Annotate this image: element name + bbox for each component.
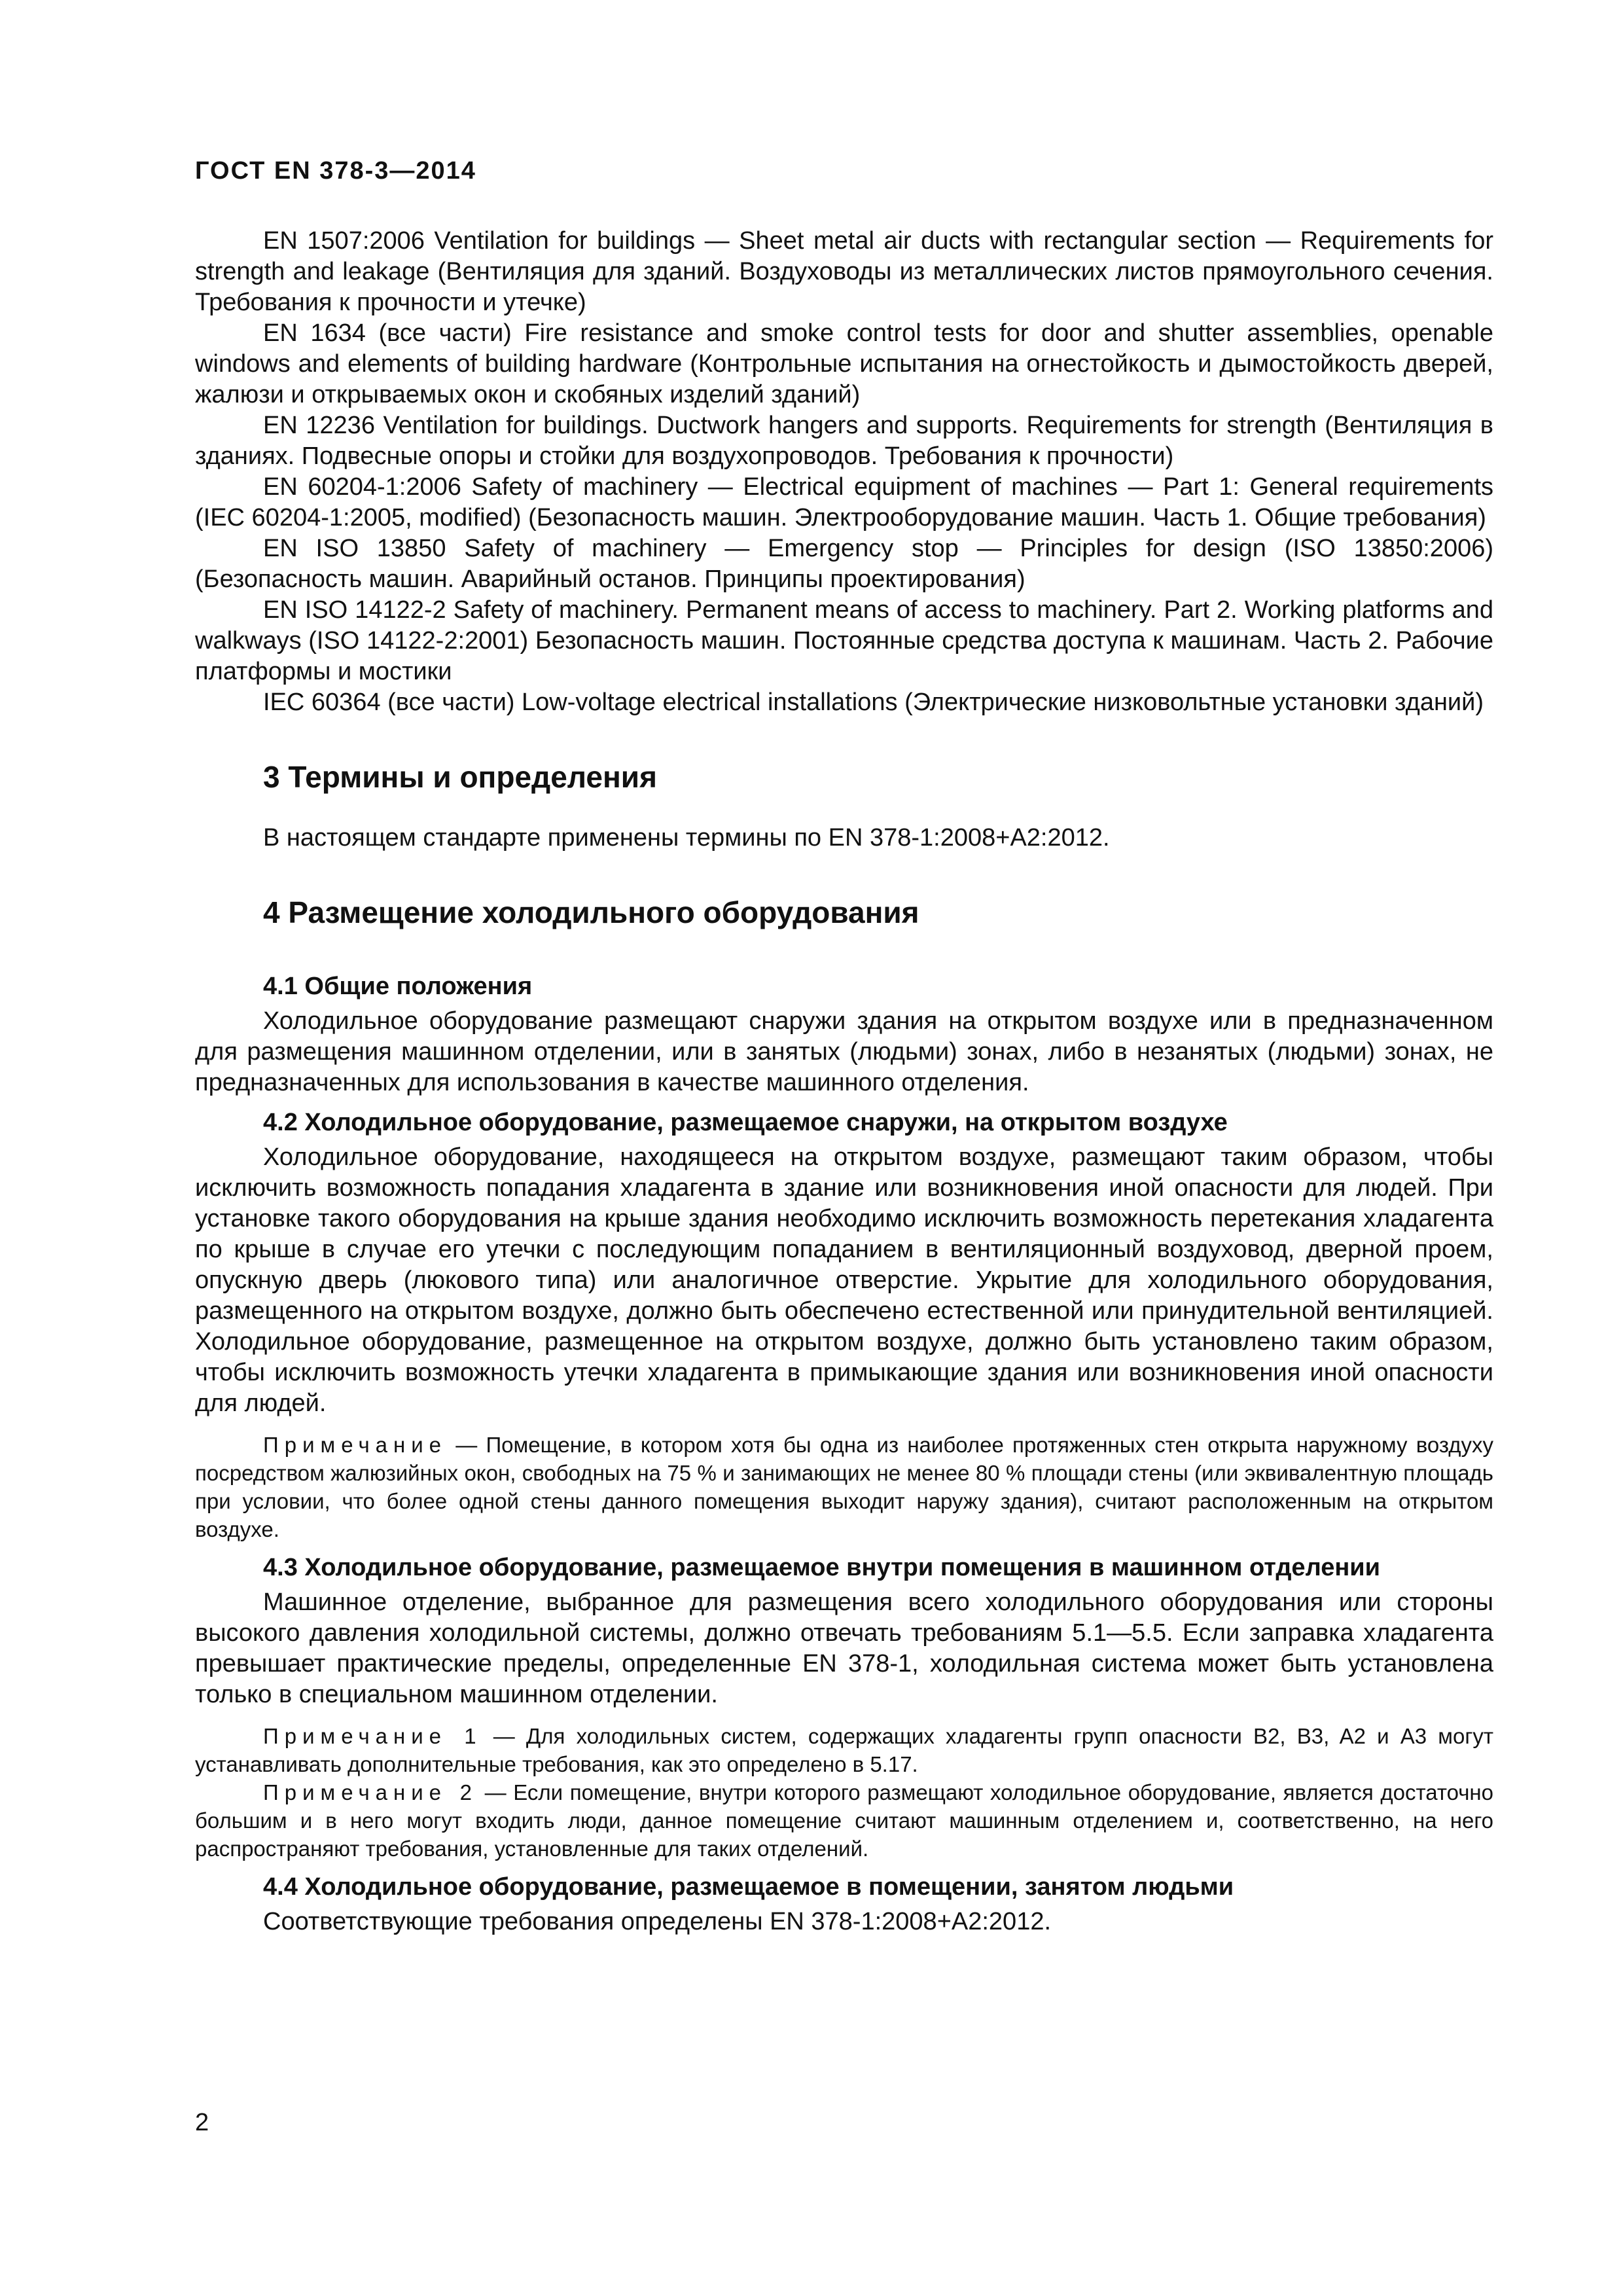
- reference-item: EN ISO 13850 Safety of machinery — Emergency stop — Principles for design (ISO 13850:2006) (Безопасность машин. Аварийный останов. Принципы проектирования): [195, 535, 1493, 593]
- reference-item: EN 1634 (все части) Fire resistance and smoke control tests for door and shutter assemblies, openable windows and elements of building hardware (Контрольные испытания на огнестойкость и дымостойкость дверей, жалюзи и открываемых окон и скобяных изделий зданий): [195, 319, 1493, 408]
- section-3-heading: 3 Термины и определения: [263, 760, 657, 794]
- section-4-heading: 4 Размещение холодильного оборудования: [263, 895, 919, 929]
- reference-item: EN 1507:2006 Ventilation for buildings — Sheet metal air ducts with rectangular section — Requirements for strength and leakage (Вентиляция для зданий. Воздуховоды из металлических листов прямоугольного сечения. Требования к прочности и утечке): [195, 227, 1493, 316]
- note-label: Примечание: [263, 1433, 448, 1457]
- page-content: [195, 226, 1493, 1937]
- section-3-text: В настоящем стандарте применены термины по EN 378-1:2008+A2:2012.: [263, 824, 1110, 852]
- reference-item: EN 60204-1:2006 Safety of machinery — Electrical equipment of machines — Part 1: General requirements (IEC 60204-1:2005, modified) (Безопасность машин. Электрооборудование машин. Часть 1. Общие требования): [195, 473, 1493, 531]
- page-number: 2: [195, 2109, 209, 2136]
- note-text: — Помещение, в котором хотя бы одна из наиболее протяженных стен открыта наружному воздуху посредством жалюзийных окон, свободных на 75 % и занимающих не менее 80 % площади стены (или эквивалентную площадь при условии, что более одной стены данного помещения выходит наружу здания), считают расположенным на открытом воздухе.: [195, 1433, 1493, 1541]
- reference-item: EN 12236 Ventilation for buildings. Ductwork hangers and supports. Requirements for strength (Вентиляция в зданиях. Подвесные опоры и стойки для воздухопроводов. Требования к прочности): [195, 412, 1493, 470]
- reference-item: EN ISO 14122-2 Safety of machinery. Permanent means of access to machinery. Part 2. Working platforms and walkways (ISO 14122-2:2001) Безопасность машин. Постоянные средства доступа к машинам. Часть 2. Рабочие платформы и мостики: [195, 596, 1493, 685]
- document-header: ГОСТ EN 378-3—2014: [195, 157, 476, 185]
- note-text: — Для холодильных систем, содержащих хладагенты групп опасности B2, B3, A2 и A3 могут устанавливать дополнительные требования, как это определено в 5.17.: [195, 1724, 1493, 1776]
- section-4-1-text: Холодильное оборудование размещают снаружи здания на открытом воздухе или в предназначенном для размещения машинном отделении, или в занятых (людьми) зонах, либо в незанятых (людьми) зонах, не предназначенных для использования в качестве машинного отделения.: [195, 1007, 1493, 1096]
- section-4-4-heading: 4.4 Холодильное оборудование, размещаемое в помещении, занятом людьми: [263, 1873, 1234, 1901]
- section-4-3-note-1: [195, 1722, 1493, 1778]
- section-4-3-text: Машинное отделение, выбранное для размещения всего холодильного оборудования или стороны высокого давления холодильной системы, должно отвечать требованиям 5.1—5.5. Если заправка хладагента превышает практические пределы, определенные EN 378-1, холодильная система может быть установлена только в специальном машинном отделении.: [195, 1588, 1493, 1708]
- section-4-4-text: Соответствующие требования определены EN 378-1:2008+A2:2012.: [263, 1908, 1052, 1935]
- note-label: Примечание 2: [263, 1780, 478, 1804]
- note-text: — Если помещение, внутри которого размещают холодильное оборудование, является достаточно большим и в него могут входить люди, данное помещение считают машинным отделением и, соответственно, на него распространяют требования, установленные для таких отделений.: [195, 1780, 1494, 1861]
- section-4-3-heading: 4.3 Холодильное оборудование, размещаемое внутри помещения в машинном отделении: [263, 1554, 1381, 1581]
- section-4-3-note-2: [195, 1778, 1493, 1863]
- normative-references-list: [195, 226, 1493, 718]
- section-4-2-heading: 4.2 Холодильное оборудование, размещаемое снаружи, на открытом воздухе: [263, 1109, 1228, 1136]
- section-4-1-heading: 4.1 Общие положения: [263, 973, 533, 1000]
- section-4-2-note: [195, 1431, 1493, 1543]
- section-4-2-text: Холодильное оборудование, находящееся на открытом воздухе, размещают таким образом, чтобы исключить возможность попадания хладагента в здание или возникновения иной опасности для людей. При установке такого оборудования на крыше здания необходимо исключить возможность перетекания хладагента по крыше в случае его утечки с последующим попаданием в вентиляционный воздуховод, дверной проем, опускную дверь (люкового типа) или аналогичное отверстие. Укрытие для холодильного оборудования, размещенного на открытом воздухе, должно быть обеспечено естественной или принудительной вентиляцией. Холодильное оборудование, размещенное на открытом воздухе, должно быть установлено таким образом, чтобы исключить возможность утечки хладагента в примыкающие здания или возникновения иной опасности для людей.: [195, 1143, 1493, 1417]
- reference-item: IEC 60364 (все части) Low-voltage electrical installations (Электрические низковольтные установки зданий): [263, 689, 1484, 716]
- note-label: Примечание 1: [263, 1724, 482, 1748]
